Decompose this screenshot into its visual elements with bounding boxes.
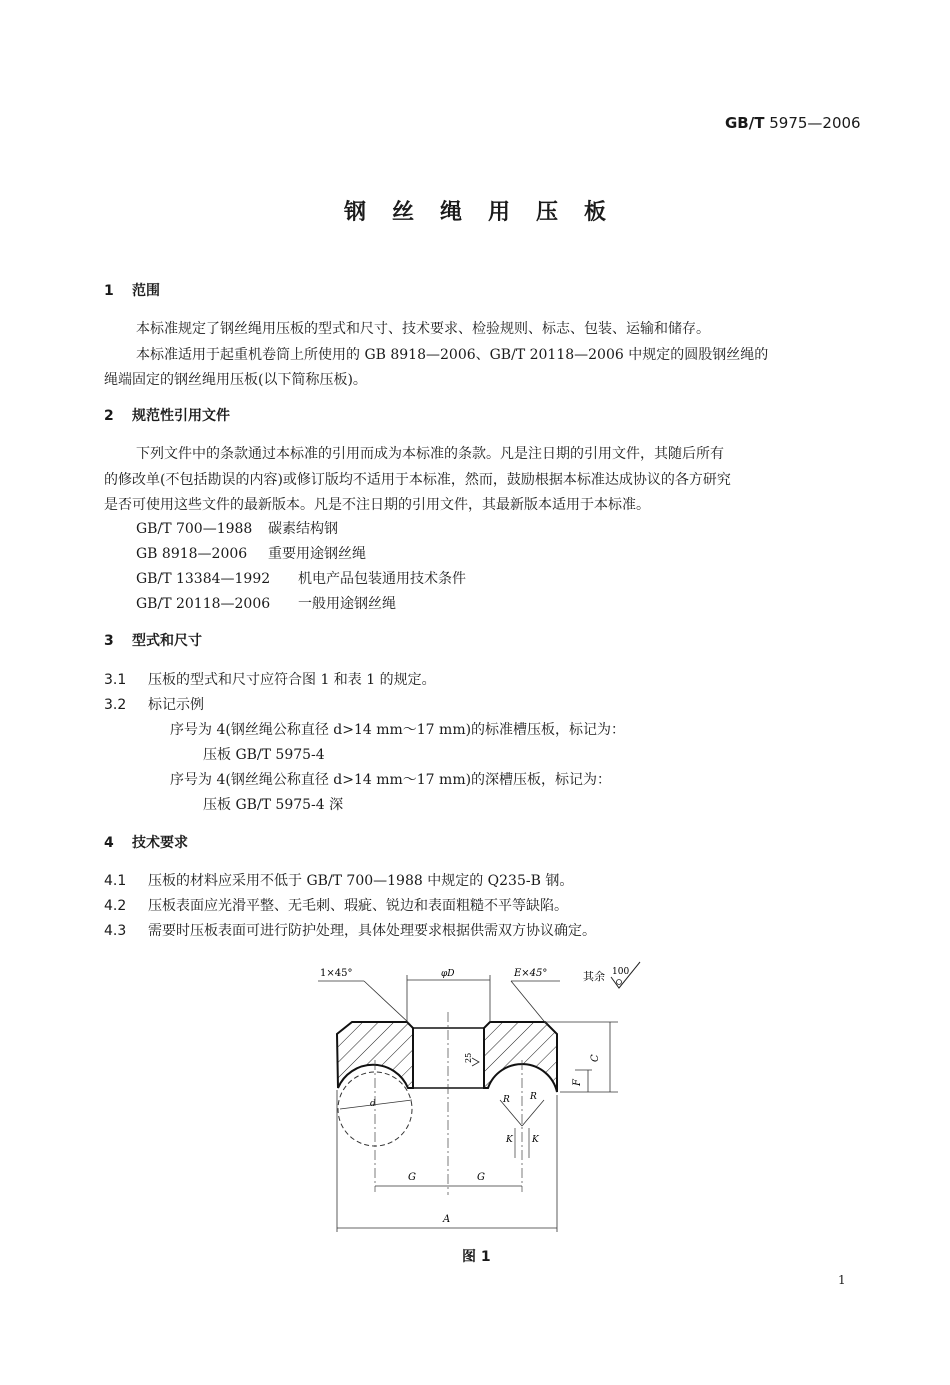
- clause-text: 标记示例: [148, 697, 204, 713]
- standard-code: 5975—2006: [769, 114, 861, 132]
- section-2-heading: [104, 405, 230, 425]
- clause-3-2: [104, 694, 204, 714]
- clause-3-1: [104, 669, 436, 689]
- reference-name: 碳素结构钢: [268, 521, 338, 537]
- dim-d-label: d: [370, 1099, 376, 1109]
- clause-number: 4.1: [104, 873, 127, 889]
- section-title: 范围: [132, 283, 160, 299]
- clause-number: 4.3: [104, 923, 127, 939]
- dim-K1-label: K: [506, 1135, 513, 1145]
- chamfer-right-label: E×45°: [514, 968, 548, 979]
- figure-caption: 图 1: [462, 1249, 491, 1265]
- dim-R2-label: R: [530, 1092, 537, 1102]
- clause-number: 3.1: [104, 672, 127, 688]
- reference-code: GB/T 20118—2006: [136, 596, 271, 612]
- clause-4-3: [104, 920, 596, 940]
- dim-G2-label: G: [477, 1172, 485, 1183]
- example-mark: 压板 GB/T 5975-4: [203, 747, 325, 763]
- dim-A-label: A: [443, 1214, 451, 1225]
- section-3-heading: [104, 630, 202, 650]
- bore-roughness: 25: [464, 1052, 473, 1063]
- pressure-plate-drawing: [300, 955, 660, 1240]
- paragraph: 本标准规定了钢丝绳用压板的型式和尺寸、技术要求、检验规则、标志、包装、运输和储存。: [136, 321, 710, 337]
- dim-G1-label: G: [408, 1172, 416, 1183]
- document-title: 钢丝绳用压板: [343, 200, 632, 225]
- reference-name: 机电产品包装通用技术条件: [298, 571, 466, 587]
- reference-code: GB/T 700—1988: [136, 521, 253, 537]
- paragraph: 的修改单(不包括勘误的内容)或修订版均不适用于本标准，然而，鼓励根据本标准达成协议的各方研究: [104, 472, 731, 488]
- section-number: 4: [104, 835, 114, 851]
- section-title: 技术要求: [132, 835, 188, 851]
- reference-code: GB 8918—2006: [136, 546, 248, 562]
- clause-number: 3.2: [104, 697, 127, 713]
- clause-text: 压板表面应光滑平整、无毛刺、瑕疵、锐边和表面粗糙不平等缺陷。: [148, 898, 568, 914]
- roughness-value: 100: [612, 967, 630, 977]
- dim-bore-label: φD: [441, 969, 455, 979]
- reference-code: GB/T 13384—1992: [136, 571, 271, 587]
- standard-prefix: GB/T: [725, 114, 765, 132]
- clause-text: 需要时压板表面可进行防护处理，具体处理要求根据供需双方协议确定。: [148, 923, 596, 939]
- paragraph: 是否可使用这些文件的最新版本。凡是不注日期的引用文件，其最新版本适用于本标准。: [104, 497, 650, 513]
- reference-item: [136, 593, 396, 613]
- paragraph: 绳端固定的钢丝绳用压板(以下简称压板)。: [104, 372, 367, 388]
- reference-name: 重要用途钢丝绳: [268, 546, 366, 562]
- clause-number: 4.2: [104, 898, 127, 914]
- example-mark: 压板 GB/T 5975-4 深: [203, 797, 344, 813]
- section-title: 型式和尺寸: [132, 633, 202, 649]
- section-title: 规范性引用文件: [132, 408, 230, 424]
- paragraph: 下列文件中的条款通过本标准的引用而成为本标准的条款。凡是注日期的引用文件，其随后所有: [136, 446, 724, 462]
- dim-F-label: F: [572, 1079, 583, 1086]
- section-1-heading: [104, 280, 160, 300]
- section-number: 1: [104, 283, 114, 299]
- plate-body-right: [484, 1022, 557, 1092]
- page-number: 1: [838, 1273, 846, 1287]
- standard-number: [725, 114, 861, 132]
- clause-4-2: [104, 895, 568, 915]
- clause-text: 压板的材料应采用不低于 GB/T 700—1988 中规定的 Q235-B 钢。: [148, 873, 574, 889]
- reference-item: [136, 518, 338, 538]
- reference-name: 一般用途钢丝绳: [298, 596, 396, 612]
- reference-item: [136, 543, 366, 563]
- dim-K2-label: K: [532, 1135, 539, 1145]
- example-text: 序号为 4(钢丝绳公称直径 d>14 mm～17 mm)的标准槽压板，标记为：: [170, 722, 626, 738]
- section-number: 3: [104, 633, 114, 649]
- dim-C-label: C: [590, 1054, 601, 1062]
- reference-item: [136, 568, 466, 588]
- paragraph: 本标准适用于起重机卷筒上所使用的 GB 8918—2006、GB/T 20118—2006 中规定的圆股钢丝绳的: [136, 347, 769, 363]
- example-text: 序号为 4(钢丝绳公称直径 d>14 mm～17 mm)的深槽压板，标记为：: [170, 772, 612, 788]
- dim-R1-label: R: [503, 1095, 510, 1105]
- roughness-rest-label: 其余: [583, 970, 605, 983]
- clause-text: 压板的型式和尺寸应符合图 1 和表 1 的规定。: [148, 672, 436, 688]
- clause-4-1: [104, 870, 573, 890]
- chamfer-left-label: 1×45°: [320, 968, 353, 979]
- section-number: 2: [104, 408, 114, 424]
- section-4-heading: [104, 832, 188, 852]
